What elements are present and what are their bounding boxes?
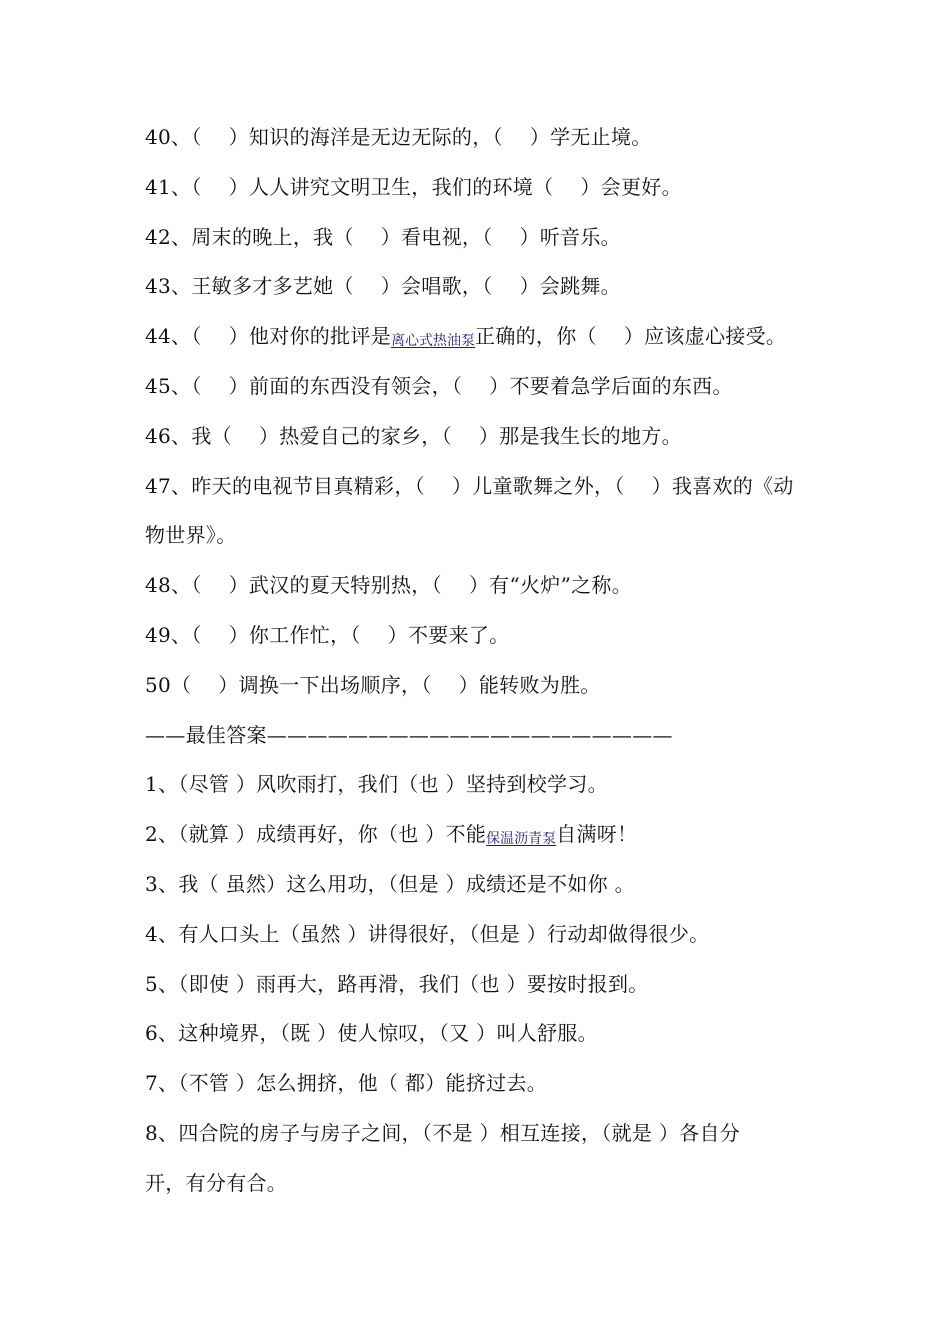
answer-8: 8、四合院的房子与房子之间，（不是 ）相互连接，（就是 ）各自分 (145, 1120, 741, 1145)
answer-2: 2、（就算 ）成绩再好，你（也 ）不能保温沥青泵自满呀！ (145, 822, 638, 848)
line-48: 48、（ ）武汉的夏天特别热，（ ）有“火炉”之称。 (145, 573, 633, 598)
line-50: 50（ ）调换一下出场顺序，（ ）能转败为胜。 (145, 672, 601, 697)
line-40: 40、（ ）知识的海洋是无边无际的，（ ）学无止境。 (145, 125, 652, 149)
answer-3: 3、我（ 虽然）这么用功，（但是 ）成绩还是不如你 。 (145, 871, 635, 896)
inline-ad-link[interactable]: 保温沥青泵 (486, 831, 557, 848)
answer-1: 1、（尽管 ）风吹雨打，我们（也 ）坚持到校学习。 (145, 772, 608, 797)
line-46: 46、我（ ）热爱自己的家乡，（ ）那是我生长的地方。 (145, 423, 682, 448)
answer-6: 6、这种境界，（既 ）使人惊叹，（又 ）叫人舒服。 (145, 1021, 598, 1046)
text-body (145, 113, 845, 1209)
answer-7: 7、（不管 ）怎么拥挤，他（ 都）能挤过去。 (145, 1071, 548, 1096)
line-47: 47、昨天的电视节目真精彩，（ ）儿童歌舞之外，（ ）我喜欢的《动 (145, 473, 794, 498)
line-45: 45、（ ）前面的东西没有领会，（ ）不要着急学后面的东西。 (145, 373, 733, 398)
line-49: 49、（ ）你工作忙，（ ）不要来了。 (145, 622, 510, 647)
line-43: 43、王敏多才多艺她（ ）会唱歌，（ ）会跳舞。 (145, 274, 621, 299)
answer-5: 5、（即使 ）雨再大，路再滑，我们（也 ）要按时报到。 (145, 971, 649, 996)
inline-ad-link[interactable]: 离心式热油泵 (391, 333, 476, 350)
line-42: 42、周末的晚上，我（ ）看电视，（ ）听音乐。 (145, 224, 621, 249)
answer-8-cont: 开，有分有合。 (145, 1170, 288, 1195)
line-41: 41、（ ）人人讲究文明卫生，我们的环境（ ）会更好。 (145, 174, 682, 199)
answer-4: 4、有人口头上（虽然 ）讲得很好，（但是 ）行动却做得很少。 (145, 921, 710, 946)
answer-heading: ——最佳答案———————————————————— (145, 722, 673, 747)
line-44: 44、（ ）他对你的批评是离心式热油泵正确的，你（ ）应该虚心接受。 (145, 324, 787, 350)
line-47-cont: 物世界》。 (145, 523, 237, 548)
